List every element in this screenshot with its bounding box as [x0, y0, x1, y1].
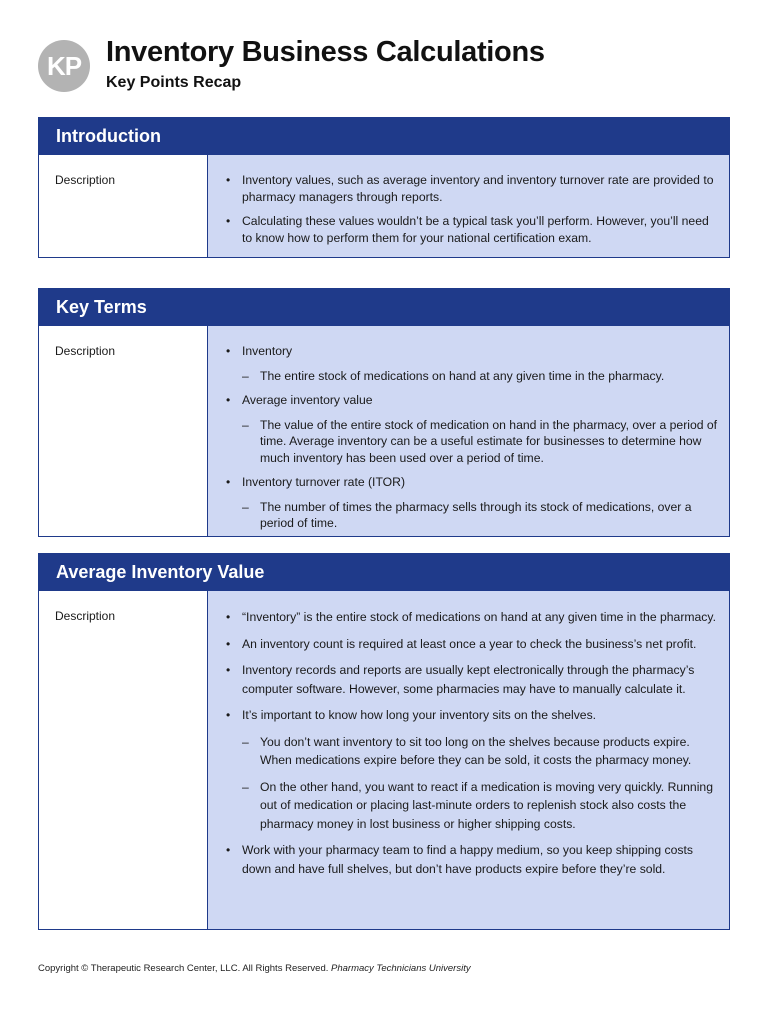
section-content	[208, 155, 729, 257]
section-title: Key Terms	[39, 289, 729, 326]
bullet-item: • Inventory values, such as average inventory and inventory turnover rate are provided to pharmacy managers through reports.	[224, 172, 719, 205]
bullet-item: • An inventory count is required at least once a year to check the business’s net profit.	[224, 635, 719, 654]
section-title: Average Inventory Value	[39, 554, 729, 591]
sub-bullet-item: – The number of times the pharmacy sells through its stock of medications, over a period of time.	[224, 499, 719, 532]
sub-bullet-item: – The value of the entire stock of medication on hand in the pharmacy, over a period of time. Average inventory can be a useful estimate for businesses to determine how much inventory has been used over a period of time.	[224, 417, 719, 467]
section-body	[39, 591, 729, 929]
bullet-item: • It’s important to know how long your inventory sits on the shelves.	[224, 706, 719, 725]
sub-bullet-item: – You don’t want inventory to sit too long on the shelves because products expire. When medications expire before they can be sold, it costs the pharmacy money.	[224, 733, 719, 770]
section-key-terms	[38, 288, 730, 537]
section-average-inventory-value	[38, 553, 730, 930]
section-content	[208, 326, 729, 536]
bullet-item: • Inventory turnover rate (ITOR)	[224, 474, 719, 491]
section-label: Description	[39, 326, 208, 536]
section-body	[39, 155, 729, 257]
kp-logo: KP	[38, 40, 90, 92]
bullet-item: • Calculating these values wouldn’t be a typical task you’ll perform. However, you’ll need to know how to perform them for your national certification exam.	[224, 213, 719, 246]
section-body	[39, 326, 729, 536]
section-label: Description	[39, 155, 208, 257]
bullet-item: • Average inventory value	[224, 392, 719, 409]
bullet-item: • Work with your pharmacy team to find a happy medium, so you keep shipping costs down and have full shelves, but don’t have products expire before they’re sold.	[224, 841, 719, 878]
page-header	[38, 36, 738, 100]
section-introduction	[38, 117, 730, 258]
page-subtitle: Key Points Recap	[106, 74, 242, 91]
page-title: Inventory Business Calculations	[106, 36, 545, 68]
publication-name: Pharmacy Technicians University	[331, 963, 471, 974]
sub-bullet-item: – On the other hand, you want to react if a medication is moving very quickly. Running out of medication or placing last-minute orders to replenish stock also costs the pharmacy money in lost business or higher shipping costs.	[224, 778, 719, 834]
section-content	[208, 591, 729, 929]
section-title: Introduction	[39, 118, 729, 155]
footer	[38, 963, 471, 974]
bullet-item: • “Inventory” is the entire stock of medications on hand at any given time in the pharmacy.	[224, 608, 719, 627]
bullet-item: • Inventory records and reports are usually kept electronically through the pharmacy’s computer software. However, some pharmacies may have to manually calculate it.	[224, 661, 719, 698]
section-label: Description	[39, 591, 208, 929]
sub-bullet-item: – The entire stock of medications on hand at any given time in the pharmacy.	[224, 368, 719, 385]
bullet-item: • Inventory	[224, 343, 719, 360]
copyright-text: Copyright © Therapeutic Research Center, LLC. All Rights Reserved.	[38, 963, 329, 974]
